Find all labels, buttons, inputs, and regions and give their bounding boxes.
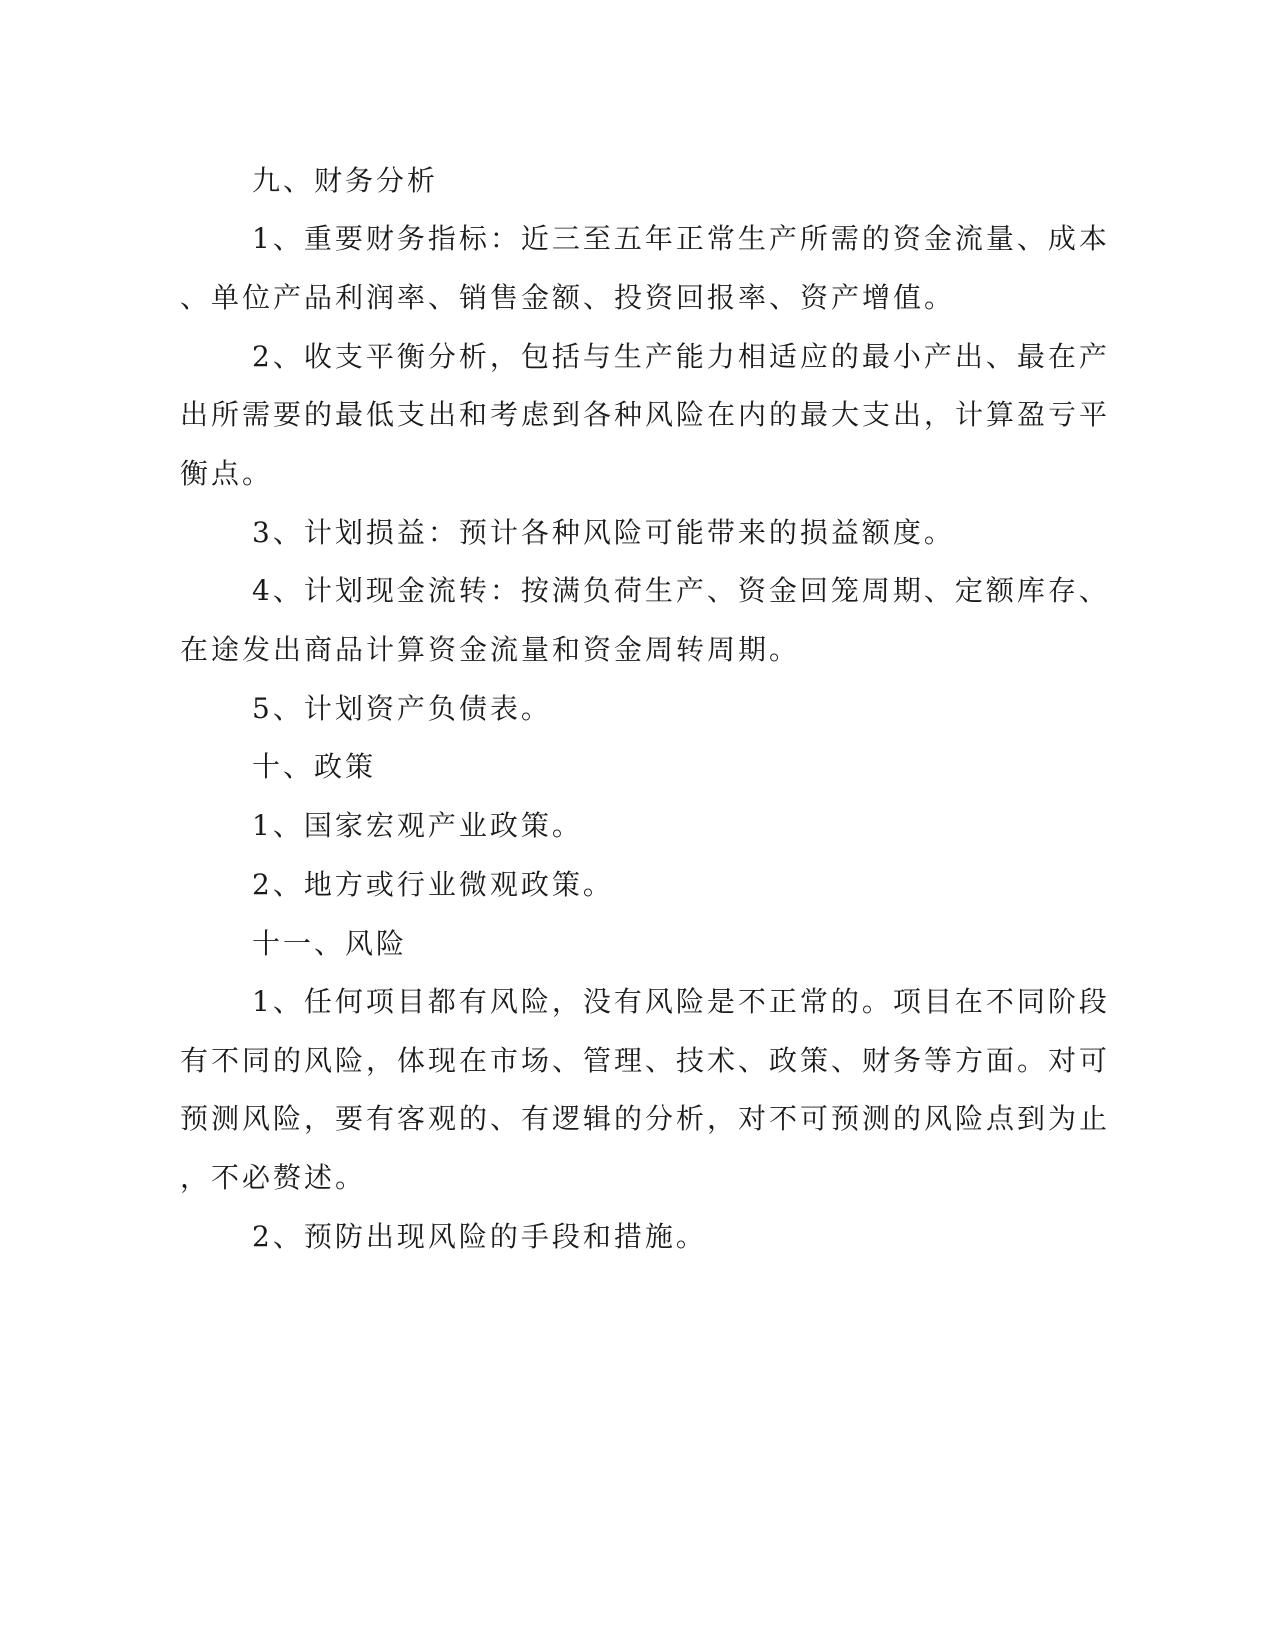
paragraph-line: 5、计划资产负债表。: [252, 692, 552, 725]
paragraph-line: 衡点。: [180, 457, 274, 490]
paragraph-line: 1、任何项目都有风险，没有风险是不正常的。项目在不同阶段: [252, 985, 1110, 1018]
paragraph-line: 2、收支平衡分析，包括与生产能力相适应的最小产出、最在产: [252, 340, 1110, 373]
section-heading-finance: 九、财务分析: [252, 164, 439, 197]
paragraph-line: 2、预防出现风险的手段和措施。: [252, 1220, 707, 1253]
paragraph-line: 1、重要财务指标：近三至五年正常生产所需的资金流量、成本: [252, 222, 1110, 255]
section-heading-risk: 十一、风险: [252, 927, 408, 960]
paragraph-line: 2、地方或行业微观政策。: [252, 868, 614, 901]
paragraph-line: 在途发出商品计算资金流量和资金周转周期。: [180, 633, 801, 666]
paragraph-line: 出所需要的最低支出和考虑到各种风险在内的最大支出，计算盈亏平: [180, 398, 1111, 431]
paragraph-line: 有不同的风险，体现在市场、管理、技术、政策、财务等方面。对可: [180, 1044, 1111, 1077]
paragraph-line: 1、国家宏观产业政策。: [252, 809, 583, 842]
paragraph-line: 、单位产品利润率、销售金额、投资回报率、资产增值。: [180, 281, 956, 314]
paragraph-line: 预测风险，要有客观的、有逻辑的分析，对不可预测的风险点到为止: [180, 1102, 1111, 1135]
paragraph-line: ，不必赘述。: [180, 1161, 367, 1194]
paragraph-line: 4、计划现金流转：按满负荷生产、资金回笼周期、定额库存、: [252, 574, 1110, 607]
paragraph-line: 3、计划损益：预计各种风险可能带来的损益额度。: [252, 516, 955, 549]
section-heading-policy: 十、政策: [252, 750, 377, 783]
